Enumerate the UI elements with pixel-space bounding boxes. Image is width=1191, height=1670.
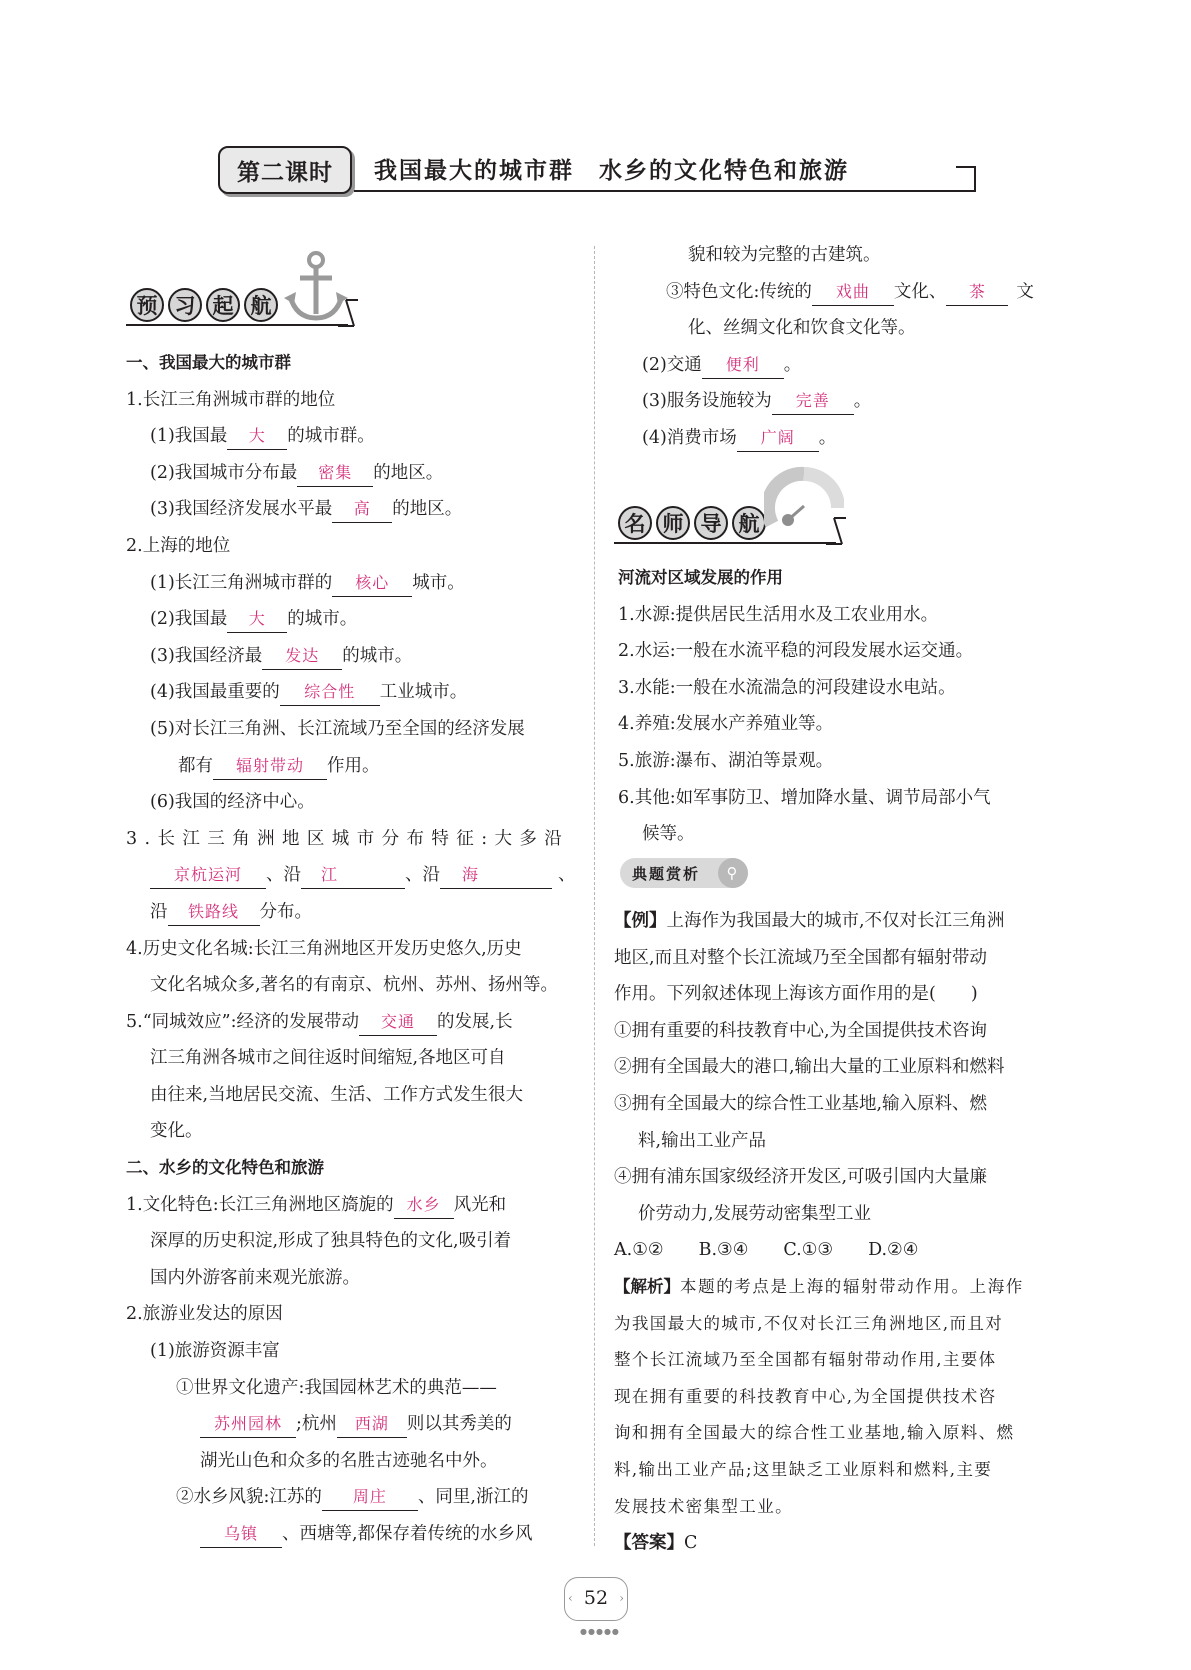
lesson-badge: 第二课时 bbox=[218, 146, 352, 194]
text: 的城市群。 bbox=[287, 426, 375, 447]
point-line: 5.旅游:瀑布、湖泊等景观。 bbox=[618, 750, 834, 771]
question-line bbox=[618, 383, 1066, 420]
point-line: 2.水运:一般在水流平稳的河段发展水运交通。 bbox=[618, 641, 974, 662]
text: (2)交通 bbox=[642, 354, 702, 375]
question-line: 2.旅游业发达的原因 bbox=[126, 1304, 283, 1325]
section-heading: 二、水乡的文化特色和旅游 bbox=[126, 1158, 324, 1178]
question-line: 貌和较为完整的古建筑。 bbox=[688, 245, 881, 265]
text: 、同里,浙江的 bbox=[417, 1487, 529, 1508]
question-line bbox=[126, 491, 574, 528]
text: 、沿 bbox=[405, 865, 440, 886]
lesson-title-bar bbox=[218, 146, 978, 196]
text: (4)消费市场 bbox=[642, 427, 737, 448]
text: 、西塘等,都保存着传统的水乡风 bbox=[282, 1524, 533, 1544]
right-column-guide bbox=[618, 560, 1066, 853]
question-line bbox=[618, 274, 1066, 311]
question-line: (1)旅游资源丰富 bbox=[150, 1341, 280, 1362]
question-line: 由往来,当地居民交流、生活、工作方式发生很大 bbox=[150, 1084, 524, 1105]
example-line: 作用。下列叙述体现上海该方面作用的是( ) bbox=[614, 984, 978, 1005]
question-line bbox=[126, 601, 574, 638]
question-line: 湖光山色和众多的名胜古迹驰名中外。 bbox=[200, 1450, 498, 1471]
text: 的地区。 bbox=[392, 499, 463, 520]
question-line: 2.上海的地位 bbox=[126, 535, 231, 556]
page-number-badge bbox=[556, 1577, 636, 1637]
badge-char: 起 bbox=[206, 288, 240, 322]
question-line: 国内外游客前来观光旅游。 bbox=[150, 1267, 360, 1288]
answer-blank: 苏州园林 bbox=[200, 1411, 296, 1438]
answer-blank: 辐射带动 bbox=[213, 753, 327, 780]
question-line bbox=[126, 748, 574, 785]
magnifier-icon: ⚲ bbox=[718, 858, 748, 888]
chevron-right-icon: › bbox=[619, 1591, 624, 1605]
analysis-line bbox=[614, 1269, 1066, 1306]
text: (1)我国最 bbox=[150, 426, 228, 447]
section-heading: 一、我国最大的城市群 bbox=[126, 353, 291, 372]
text: 的发展,长 bbox=[437, 1011, 513, 1032]
question-line: 化、丝绸文化和饮食文化等。 bbox=[688, 318, 916, 339]
choices-line: A.①② B.③④ C.①③ D.②④ bbox=[614, 1240, 919, 1261]
badge-char: 导 bbox=[694, 506, 728, 540]
question-line: 1.长江三角洲城市群的地位 bbox=[126, 389, 336, 410]
badge-char: 师 bbox=[656, 506, 690, 540]
example-tag: 【例】 bbox=[614, 911, 667, 931]
answer-blank: 茶 bbox=[946, 279, 1008, 306]
text: (2)我国最 bbox=[150, 609, 228, 630]
text: (3)服务设施较为 bbox=[642, 391, 772, 412]
text: (3)我国经济发展水平最 bbox=[150, 499, 333, 520]
point-line: 1.水源:提供居民生活用水及工农业用水。 bbox=[618, 604, 939, 625]
answer-blank: 海 bbox=[440, 862, 552, 889]
text: 工业城市。 bbox=[379, 682, 468, 703]
text: 都有 bbox=[178, 755, 213, 776]
question-line bbox=[126, 1187, 574, 1224]
question-line bbox=[126, 1479, 574, 1516]
point-line: 4.养殖:发展水产养殖业等。 bbox=[618, 714, 834, 735]
text: 则以其秀美的 bbox=[406, 1414, 512, 1435]
analysis-line: 整个长江流域乃至全国都有辐射带动作用,主要体 bbox=[614, 1350, 997, 1370]
point-line: 候等。 bbox=[642, 824, 695, 845]
text: 。 bbox=[818, 427, 837, 448]
question-line bbox=[126, 1406, 574, 1443]
badge-char: 航 bbox=[244, 288, 278, 322]
option-line: 料,输出工业产品 bbox=[638, 1130, 767, 1151]
question-line bbox=[126, 565, 574, 602]
teacher-badge bbox=[614, 498, 846, 548]
title-underline bbox=[354, 190, 976, 192]
answer-blank: 水乡 bbox=[394, 1192, 454, 1219]
page-number: 52 bbox=[583, 1587, 609, 1609]
question-line: (5)对长江三角洲、长江流域乃至全国的经济发展 bbox=[150, 718, 525, 739]
question-line bbox=[618, 347, 1066, 384]
text: 。 bbox=[853, 391, 872, 412]
title-line-end bbox=[974, 166, 976, 192]
text: 本题的考点是上海的辐射带动作用。上海作 bbox=[680, 1276, 1024, 1296]
text: ;杭州 bbox=[296, 1414, 337, 1435]
text: (3)我国经济最 bbox=[150, 645, 263, 666]
badge-char: 习 bbox=[168, 288, 202, 322]
column-divider bbox=[594, 246, 595, 1546]
question-line bbox=[126, 894, 574, 931]
text: 、沿 bbox=[266, 865, 301, 886]
answer-blank: 发达 bbox=[262, 643, 342, 670]
answer-blank: 乌镇 bbox=[200, 1521, 282, 1548]
text: ③特色文化:传统的 bbox=[666, 281, 812, 302]
section-heading: 河流对区域发展的作用 bbox=[618, 568, 783, 587]
answer-blank: 周庄 bbox=[322, 1484, 418, 1511]
answer-blank: 核心 bbox=[332, 570, 412, 597]
text: 。 bbox=[783, 354, 802, 375]
text: 沿 bbox=[150, 901, 168, 922]
question-line: (6)我国的经济中心。 bbox=[150, 792, 315, 813]
answer-blank: 交通 bbox=[359, 1009, 437, 1036]
title-line-tick bbox=[956, 166, 976, 168]
example-badge bbox=[620, 858, 748, 888]
question-line bbox=[126, 1004, 574, 1041]
badge-char: 航 bbox=[732, 506, 766, 540]
example-line: 地区,而且对整个长江流域乃至全国都有辐射带动 bbox=[614, 947, 988, 968]
analysis-tag: 【解析】 bbox=[614, 1276, 680, 1296]
question-line bbox=[126, 674, 574, 711]
text: 分布。 bbox=[259, 901, 312, 922]
option-line: ①拥有重要的科技教育中心,为全国提供技术咨询 bbox=[614, 1020, 988, 1041]
question-line: 深厚的历史积淀,形成了独具特色的文化,吸引着 bbox=[150, 1231, 512, 1252]
badge-line-end bbox=[826, 516, 846, 546]
analysis-line: 发展技术密集型工业。 bbox=[614, 1496, 793, 1516]
answer-blank: 完善 bbox=[772, 388, 854, 415]
badge-char: 预 bbox=[130, 288, 164, 322]
question-line bbox=[126, 638, 574, 675]
right-column-example bbox=[614, 903, 1066, 1562]
text: 1.文化特色:长江三角洲地区旖旎的 bbox=[126, 1194, 394, 1215]
answer-blank: 高 bbox=[332, 496, 392, 523]
text: 文化、 bbox=[893, 281, 947, 302]
question-line: ①世界文化遗产:我国园林艺术的典范—— bbox=[176, 1377, 497, 1398]
question-line bbox=[126, 857, 574, 894]
text: 的城市。 bbox=[287, 609, 358, 630]
question-line: 江三角洲各城市之间往返时间缩短,各地区可自 bbox=[150, 1048, 506, 1069]
answer-blank: 西湖 bbox=[337, 1411, 407, 1438]
text: 的地区。 bbox=[373, 462, 444, 483]
answer-blank: 京杭运河 bbox=[150, 862, 266, 889]
option-line: ④拥有浦东国家级经济开发区,可吸引国内大量廉 bbox=[614, 1167, 988, 1188]
text: 5.“同城效应”:经济的发展带动 bbox=[126, 1011, 359, 1032]
text: 城市。 bbox=[412, 572, 465, 593]
badge-char: 名 bbox=[618, 506, 652, 540]
analysis-line: 询和拥有全国最大的综合性工业基地,输入原料、燃 bbox=[614, 1423, 1015, 1443]
answer-line bbox=[614, 1525, 1066, 1562]
text: (1)长江三角洲城市群的 bbox=[150, 572, 333, 593]
point-line: 3.水能:一般在水流湍急的河段建设水电站。 bbox=[618, 677, 956, 698]
question-line bbox=[618, 420, 1066, 457]
question-line: 变化。 bbox=[150, 1121, 203, 1142]
text: 、 bbox=[558, 865, 576, 886]
option-line: ③拥有全国最大的综合性工业基地,输入原料、燃 bbox=[614, 1093, 988, 1114]
answer-blank: 广阔 bbox=[737, 425, 819, 452]
analysis-line: 料,输出工业产品;这里缺乏工业原料和燃料,主要 bbox=[614, 1459, 993, 1479]
lesson-title: 我国最大的城市群 水乡的文化特色和旅游 bbox=[374, 158, 849, 184]
page-dots: ●●●●● bbox=[580, 1627, 620, 1636]
question-line: 3.长江三角洲地区城市分布特征:大多沿 bbox=[126, 828, 570, 849]
option-line: ②拥有全国最大的港口,输出大量的工业原料和燃料 bbox=[614, 1057, 1005, 1078]
answer-tag: 【答案】 bbox=[614, 1533, 684, 1554]
answer-blank: 大 bbox=[227, 423, 287, 450]
right-column-top bbox=[618, 237, 1066, 457]
answer-blank: 大 bbox=[227, 606, 287, 633]
analysis-line: 现在拥有重要的科技教育中心,为全国提供技术咨 bbox=[614, 1386, 997, 1406]
preview-badge bbox=[126, 280, 356, 330]
text: ②水乡风貌:江苏的 bbox=[176, 1487, 322, 1508]
text: 风光和 bbox=[453, 1194, 507, 1215]
text: 上海作为我国最大的城市,不仅对长江三角洲 bbox=[666, 911, 1005, 931]
option-line: 价劳动力,发展劳动密集型工业 bbox=[638, 1203, 872, 1224]
answer-blank: 江 bbox=[301, 862, 405, 889]
answer-blank: 密集 bbox=[297, 460, 373, 487]
example-line bbox=[614, 903, 1066, 940]
left-column bbox=[126, 345, 574, 1553]
chevron-left-icon: ‹ bbox=[568, 1591, 573, 1605]
text: 的城市。 bbox=[342, 645, 413, 666]
answer-blank: 便利 bbox=[702, 352, 784, 379]
question-line: 4.历史文化名城:长江三角洲地区开发历史悠久,历史 bbox=[126, 938, 522, 959]
text: 文 bbox=[1016, 281, 1034, 302]
question-line bbox=[126, 1516, 574, 1553]
text: 作用。 bbox=[327, 755, 380, 776]
badge-line-end bbox=[338, 298, 358, 328]
question-line bbox=[126, 418, 574, 455]
answer-blank: 铁路线 bbox=[168, 899, 260, 926]
answer-blank: 戏曲 bbox=[812, 279, 894, 306]
question-line: 文化名城众多,著名的有南京、杭州、苏州、扬州等。 bbox=[150, 975, 559, 996]
answer-value: C bbox=[684, 1533, 698, 1554]
answer-blank: 综合性 bbox=[280, 679, 380, 706]
text: (4)我国最重要的 bbox=[150, 682, 280, 703]
example-badge-label: 典题赏析 bbox=[632, 864, 701, 883]
question-line bbox=[126, 455, 574, 492]
text: (2)我国城市分布最 bbox=[150, 462, 298, 483]
point-line: 6.其他:如军事防卫、增加降水量、调节局部小气 bbox=[618, 787, 991, 808]
analysis-line: 为我国最大的城市,不仅对长江三角洲地区,而且对 bbox=[614, 1313, 1004, 1333]
